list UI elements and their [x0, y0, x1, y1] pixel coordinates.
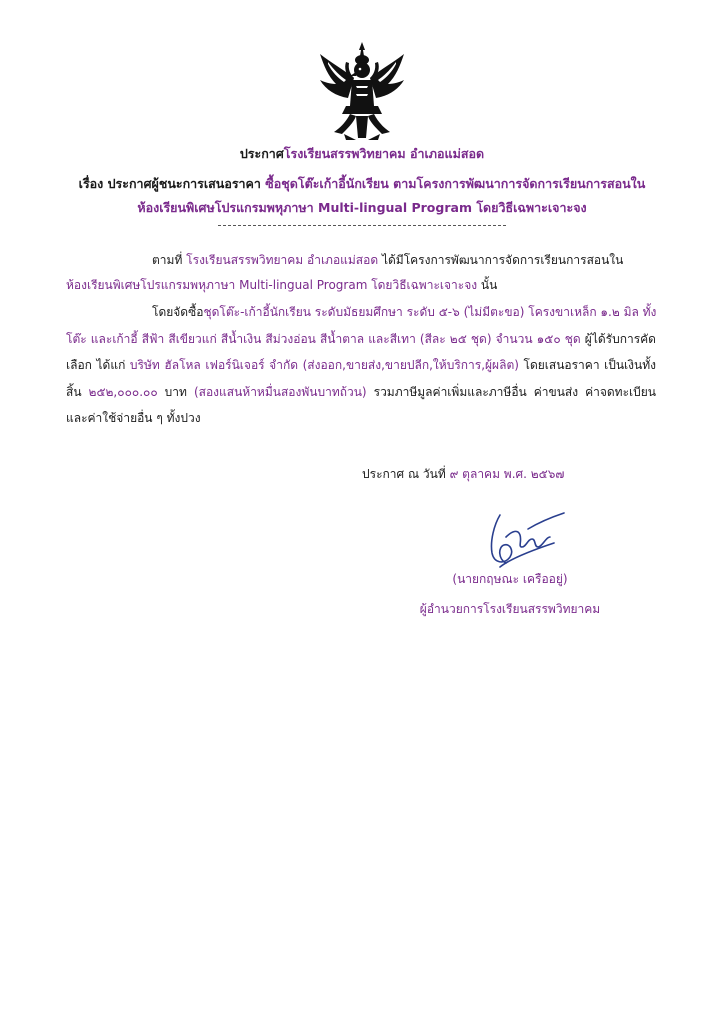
- date-label: ประกาศ ณ วันที่: [362, 467, 450, 481]
- p2-currency: บาท: [157, 385, 194, 399]
- p1-lead: ตามที่: [152, 253, 187, 267]
- p1-school: โรงเรียนสรรพวิทยาคม อำเภอแม่สอด: [186, 253, 379, 267]
- title-prefix: ประกาศ: [239, 146, 284, 161]
- paragraph-2-line-5: และค่าใช้จ่ายอื่น ๆ ทั้งปวง: [66, 411, 201, 425]
- p2-item: ชุดโต๊ะ-เก้าอี้นักเรียน ระดับมัธยมศึกษา ระดับ ๕-๖ (ไม่มีตะขอ) โครงขาเหล็ก ๑.๒ มิล ทั้ง: [203, 305, 657, 319]
- school-name: โรงเรียนสรรพวิทยาคม อำเภอแม่สอด: [283, 146, 485, 161]
- paragraph-2-line-3: [66, 357, 656, 373]
- garuda-emblem-icon: [316, 40, 408, 142]
- subject-text: ซื้อชุดโต๊ะเก้าอี้นักเรียน ตามโครงการพัฒนาการจัดการเรียนการสอนใน: [265, 176, 646, 191]
- p2-winner-label: เลือก ได้แก่: [66, 358, 130, 372]
- divider: [218, 225, 506, 226]
- paragraph-1-line-2: [66, 277, 497, 293]
- p2-selected: ผู้ได้รับการคัด: [580, 332, 656, 346]
- signer-name: (นายกฤษณะ เครืออยู่): [452, 572, 568, 586]
- p2-item-cont: โต๊ะ และเก้าอี้ สีฟ้า สีเขียวแก่ สีน้ำเงิน สีม่วงอ่อน สีน้ำตาล และสีเทา (สีละ ๒๕ ชุด) จำนวน ๑๕๐ ชุด: [66, 332, 581, 346]
- paragraph-2-line-1: [152, 304, 656, 320]
- p2-winner-name: บริษัท ฮัลโหล เฟอร์นิเจอร์ จำกัด (ส่งออก,ขายส่ง,ขายปลีก,ให้บริการ,ผู้ผลิต): [129, 358, 519, 372]
- subject-prefix: เรื่อง ประกาศผู้ชนะการเสนอราคา: [78, 176, 266, 191]
- paragraph-2-line-4: [66, 384, 656, 400]
- announcement-title: [40, 146, 684, 162]
- p2-total-label: สิ้น: [66, 385, 89, 399]
- subject-line: [40, 176, 684, 192]
- signer-position: ผู้อำนวยการโรงเรียนสรรพวิทยาคม: [419, 602, 601, 616]
- p2-amount: ๒๕๒,๐๐๐.๐๐: [88, 385, 158, 399]
- p1-program: ห้องเรียนพิเศษโปรแกรมพหุภาษา Multi-lingual Program โดยวิธีเฉพาะเจาะจง: [66, 278, 478, 292]
- p2-amount-words: (สองแสนห้าหมื่นสองพันบาทถ้วน): [193, 385, 367, 399]
- p1-rest: ได้มีโครงการพัฒนาการจัดการเรียนการสอนใน: [378, 253, 624, 267]
- p1-end: นั้น: [477, 278, 498, 292]
- paragraph-2-line-2: [66, 331, 656, 347]
- p2-price-label: โดยเสนอราคา เป็นเงินทั้ง: [518, 358, 656, 372]
- signature-image: [470, 507, 570, 573]
- paragraph-1-line-1: [152, 252, 622, 268]
- subject-line-2: ห้องเรียนพิเศษโปรแกรมพหุภาษา Multi-lingual Program โดยวิธีเฉพาะเจาะจง: [137, 200, 587, 215]
- p2-lead: โดยจัดซื้อ: [152, 305, 204, 319]
- date-value: ๙ ตุลาคม พ.ศ. ๒๕๖๗: [449, 467, 565, 481]
- p2-tax-note: รวมภาษีมูลค่าเพิ่มและภาษีอื่น ค่าขนส่ง ค่าจดทะเบียน: [366, 385, 656, 399]
- announcement-date: [362, 465, 564, 484]
